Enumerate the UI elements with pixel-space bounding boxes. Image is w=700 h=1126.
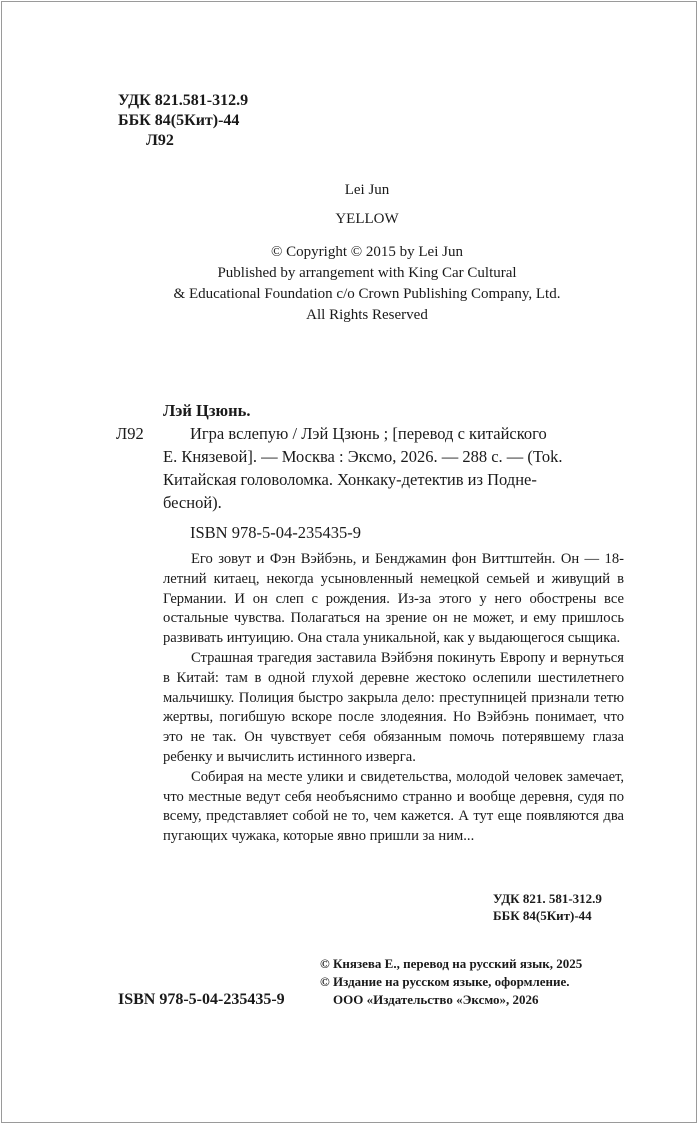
- footer-isbn: ISBN 978-5-04-235435-9: [118, 991, 285, 1008]
- entry-description-line: бесной).: [163, 493, 222, 512]
- udk-code-top: УДК 821.581-312.9: [118, 92, 249, 109]
- original-author: Lei Jun: [344, 182, 390, 198]
- annotation: [163, 550, 624, 847]
- author-sign-top: Л92: [146, 132, 174, 149]
- copyright-publisher: ООО «Издательство «Эксмо», 2026: [333, 992, 539, 1007]
- bbk-code-bottom: ББК 84(5Кит)-44: [493, 908, 592, 923]
- entry-description-line: Е. Князевой]. — Москва : Эксмо, 2026. — 288 с. — (Tok.: [163, 447, 563, 466]
- entry-description-line: Игра вслепую / Лэй Цзюнь ; [перевод с китайского: [190, 424, 547, 443]
- copyright-line: Published by arrangement with King Car Cultural: [217, 265, 517, 281]
- udk-code-bottom: УДК 821. 581-312.9: [493, 891, 602, 906]
- copyright-translation: © Князева Е., перевод на русский язык, 2025: [320, 956, 583, 971]
- copyright-line: & Educational Foundation c/o Crown Publishing Company, Ltd.: [173, 286, 561, 302]
- copyright-line: All Rights Reserved: [306, 307, 428, 323]
- original-title: YELLOW: [335, 211, 399, 227]
- bbk-code-top: ББК 84(5Кит)-44: [118, 112, 240, 129]
- annotation-paragraph: Его зовут и Фэн Вэйбэнь, и Бенджамин фон Виттштейн. Он — 18-летний китаец, некогда усыновленный немецкой семьей и живущий в Германии. И он слеп с рождения. Из-за этого у него обострены все остальные чувства. Полагаться на зрение он не может, и ему пришлось развивать интуицию. Она стала уникальной, как у выдающегося сыщика.: [163, 551, 624, 647]
- entry-sign: Л92: [116, 424, 144, 443]
- entry-description-line: Китайская головоломка. Хонкаку-детектив из Подне-: [163, 470, 537, 489]
- entry-author-heading: Лэй Цзюнь.: [163, 401, 251, 420]
- annotation-paragraph: Страшная трагедия заставила Вэйбэня покинуть Европу и вернуться в Китай: там в одной глухой деревне жестоко ослепили шестилетнего мальчишку. Полиция быстро закрыла дело: преступницей признали тетю жертвы, погибшую вскоре после злодеяния. Но Вэйбэнь понимает, что это не так. Он чувствует себя обязанным помочь потерявшему глаза ребенку и вычислить истинного изверга.: [163, 649, 624, 765]
- entry-isbn: ISBN 978-5-04-235435-9: [190, 523, 361, 542]
- copyright-line: © Copyright © 2015 by Lei Jun: [271, 244, 463, 260]
- copyright-edition: © Издание на русском языке, оформление.: [320, 974, 570, 989]
- annotation-paragraph: Собирая на месте улики и свидетельства, молодой человек замечает, что местные ведут себя необъяснимо странно и вообще деревня, судя по всему, представляет собой не то, чем кажется. А тут еще появляются два пугающих чужака, которые явно пришли за ним...: [163, 768, 624, 845]
